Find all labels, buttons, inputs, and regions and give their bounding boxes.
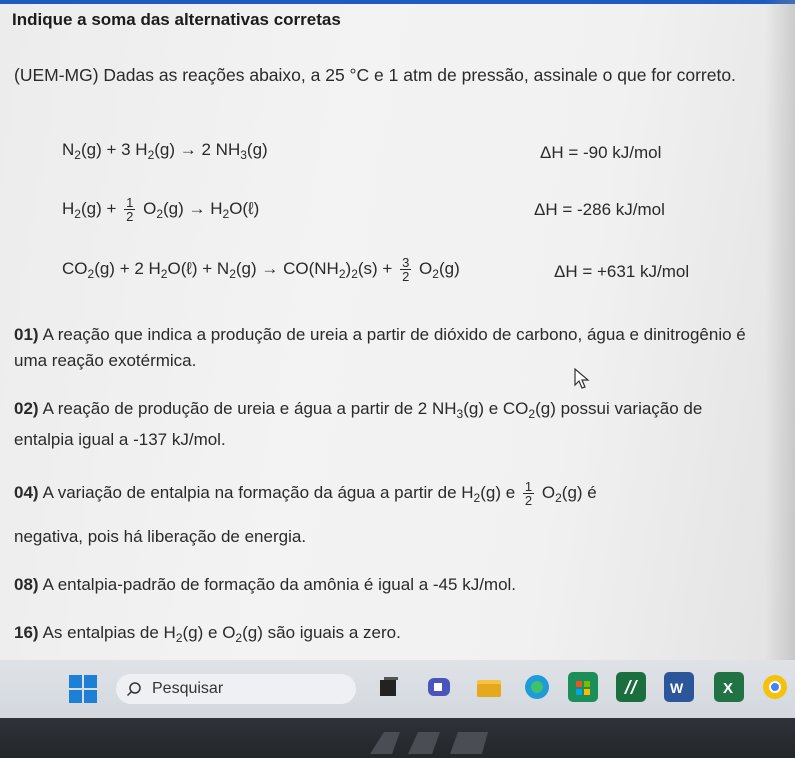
alternative-number: 04) bbox=[14, 483, 39, 502]
edge-icon bbox=[522, 672, 552, 702]
screen-edge-shadow bbox=[765, 0, 795, 660]
alternative-text-part: (g) possui variação de entalpia igual a -137 kJ/mol. bbox=[14, 399, 703, 449]
alternative-text-part: (g) e bbox=[480, 483, 516, 502]
alternative-text-part: As entalpias de H bbox=[42, 623, 176, 642]
chrome-icon bbox=[760, 672, 790, 702]
app-icon bbox=[616, 672, 646, 702]
alternative-02: 02) A reação de produção de ureia e água a partir de 2 $NH_3(g)$ e $CO_2(g)$ possui variação de entalpia igual a -137 kJ/mol. bbox=[14, 399, 703, 449]
search-placeholder: Pesquisar bbox=[152, 680, 224, 697]
alternative-16: 16) As entalpias de $H_2(g)$ e $O_2(g)$ são iguais a zero. bbox=[14, 623, 401, 645]
taskbar bbox=[0, 660, 795, 718]
start-button[interactable] bbox=[68, 674, 98, 704]
alternative-number: 16) bbox=[14, 623, 39, 642]
app-button[interactable] bbox=[616, 672, 646, 702]
alternative-text-part: (g) é bbox=[561, 483, 597, 502]
reaction-3-enthalpy: ΔH = +631 kJ/mol bbox=[554, 262, 690, 281]
chat-icon bbox=[424, 672, 454, 702]
reaction-3-equation: $CO_2(g) + 2$ $H_2O(\ell) + N_2(g) \to CO(NH_2)_2(s)$ + $\frac{3}{2}$ $O_2(g)$ bbox=[62, 255, 460, 284]
alternative-text: A entalpia-padrão de formação da amônia é igual a -45 kJ/mol. bbox=[42, 575, 517, 594]
top-accent-bar bbox=[0, 0, 795, 4]
edge-browser-button[interactable] bbox=[522, 672, 552, 702]
alternative-number: 01) bbox=[14, 325, 39, 344]
teams-button[interactable] bbox=[424, 672, 454, 702]
question-intro: (UEM-MG) Dadas as reações abaixo, a 25 °C e 1 atm de pressão, assinale o que for correto. bbox=[14, 65, 736, 85]
reaction-1-enthalpy: ΔH = -90 kJ/mol bbox=[540, 143, 662, 162]
alternative-text-part: A reação de produção de ureia e água a partir de 2 NH bbox=[42, 399, 457, 418]
alternative-number: 02) bbox=[14, 399, 39, 418]
alternative-number: 08) bbox=[14, 575, 39, 594]
store-icon bbox=[568, 672, 598, 702]
excel-button[interactable] bbox=[714, 672, 744, 702]
alternative-text-part: A variação de entalpia na formação da água a partir de H bbox=[42, 483, 474, 502]
alternative-01 bbox=[14, 322, 754, 374]
alternative-text: A reação que indica a produção de ureia a partir de dióxido de carbono, água e dinitrogênio é uma reação exotérmica. bbox=[14, 325, 746, 370]
file-explorer-button[interactable] bbox=[474, 672, 504, 702]
excel-icon bbox=[714, 672, 744, 702]
reaction-2-enthalpy: ΔH = -286 kJ/mol bbox=[534, 200, 665, 219]
alternative-text-part: (g) são iguais a zero. bbox=[242, 623, 401, 642]
store-button[interactable] bbox=[568, 672, 598, 702]
folder-icon bbox=[474, 672, 504, 702]
alternative-08 bbox=[14, 572, 754, 598]
brand-logo-icon bbox=[360, 726, 500, 754]
question-title: Indique a soma das alternativas corretas bbox=[12, 10, 341, 29]
task-view-icon bbox=[374, 672, 404, 702]
alternative-04-line2: negativa, pois há liberação de energia. bbox=[14, 527, 307, 546]
reaction-2-equation: $H_2(g)$ + $\frac{1}{2}$ $O_2(g)$ → $H_2O(\ell)$ bbox=[62, 195, 260, 224]
task-view-button[interactable] bbox=[374, 672, 404, 702]
reaction-1-equation: $N_2(g) + 3$ $H_2(g) \to 2$ $NH_3(g)$ bbox=[62, 140, 268, 162]
mouse-cursor-icon bbox=[574, 368, 592, 390]
svg-text:W: W bbox=[670, 680, 684, 696]
alternative-text-part: (g) e O bbox=[182, 623, 236, 642]
svg-text:X: X bbox=[723, 680, 734, 697]
word-icon bbox=[664, 672, 694, 702]
alternative-04: 04) A variação de entalpia na formação da água a partir de $H_2(g)$ e $\frac{1}{2}$ $O_2(g)$ é bbox=[14, 479, 597, 509]
search-icon bbox=[126, 681, 142, 697]
chrome-button[interactable] bbox=[760, 672, 790, 702]
word-button[interactable] bbox=[664, 672, 694, 702]
windows-logo-icon bbox=[68, 674, 98, 704]
taskbar-search[interactable] bbox=[116, 674, 356, 704]
alternative-text-part: (g) e CO bbox=[463, 399, 529, 418]
